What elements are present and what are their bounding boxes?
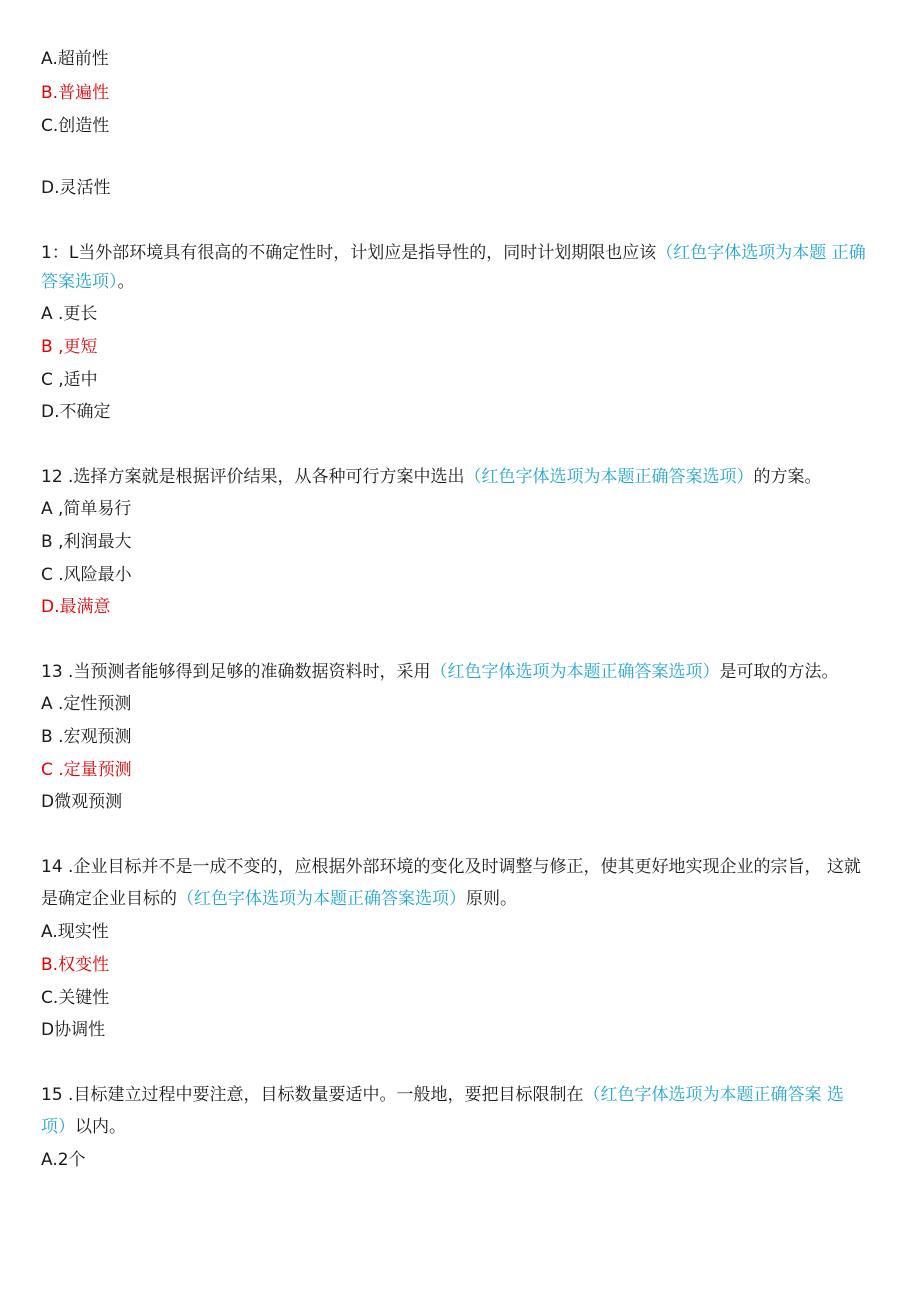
answer-hint: （红色字体选项为本题 正确	[656, 243, 866, 263]
question-text: 是确定企业目标的	[41, 889, 177, 909]
question-13-stem	[41, 661, 838, 683]
answer-hint: （红色字体选项为本题正确答案 选	[583, 1085, 844, 1105]
question-text: 的方案。	[753, 467, 822, 487]
question-text: 12 .选择方案就是根据评价结果，从各种可行方案中选出	[41, 467, 465, 487]
answer-hint: （红色字体选项为本题正确答案选项）	[430, 662, 720, 682]
option-b-correct: B.普遍性	[41, 83, 110, 103]
q12-option-d-correct: D.最满意	[41, 597, 111, 617]
q14-option-d: D协调性	[41, 1020, 106, 1040]
q14-option-c: C.关键性	[41, 988, 110, 1008]
q15-option-a: A.2个	[41, 1150, 86, 1170]
option-a: A.超前性	[41, 49, 109, 69]
question-11-stem-line2	[41, 271, 135, 293]
q14-option-a: A.现实性	[41, 922, 109, 942]
question-15-stem-line2	[41, 1116, 126, 1138]
question-14-stem-line2	[41, 888, 517, 910]
q12-option-a: A ,简单易行	[41, 499, 132, 519]
q11-option-d: D.不确定	[41, 402, 111, 422]
q11-option-a: A .更长	[41, 304, 98, 324]
question-text: 原则。	[466, 889, 517, 909]
q13-option-c-correct: C .定量预测	[41, 760, 132, 780]
question-text: 是可取的方法。	[719, 662, 839, 682]
q12-option-b: B ,利润最大	[41, 532, 132, 552]
question-12-stem	[41, 466, 821, 488]
question-text: 以内。	[75, 1117, 126, 1137]
question-15-stem-line1	[41, 1084, 844, 1106]
q11-option-c: C ,适中	[41, 370, 98, 390]
q13-option-d: D微观预测	[41, 792, 123, 812]
question-text: 13 .当预测者能够得到足够的准确数据资料时，采用	[41, 662, 431, 682]
answer-hint: （红色字体选项为本题正确答案选项）	[464, 467, 754, 487]
question-14-stem-line1: 14 .企业目标并不是一成不变的，应根据外部环境的变化及时调整与修正，使其更好地实现企业的宗旨， 这就	[41, 857, 861, 877]
q12-option-c: C .风险最小	[41, 565, 132, 585]
q11-option-b-correct: B ,更短	[41, 337, 98, 357]
answer-hint: （红色字体选项为本题正确答案选项）	[177, 889, 466, 909]
question-text: 15 .目标建立过程中要注意，目标数量要适中。一般地，要把目标限制在	[41, 1085, 584, 1105]
answer-hint: 答案选项）	[41, 272, 118, 292]
q13-option-b: B .宏观预测	[41, 727, 132, 747]
q13-option-a: A .定性预测	[41, 694, 132, 714]
answer-hint: 项）	[41, 1117, 75, 1137]
option-c: C.创造性	[41, 116, 110, 136]
q14-option-b-correct: B.权变性	[41, 955, 110, 975]
question-11-stem-line1	[41, 242, 866, 264]
option-d: D.灵活性	[41, 178, 111, 198]
question-text: 。	[117, 272, 135, 292]
question-text: 1：L当外部环境具有很高的不确定性时，计划应是指导性的，同时计划期限也应该	[41, 243, 657, 263]
